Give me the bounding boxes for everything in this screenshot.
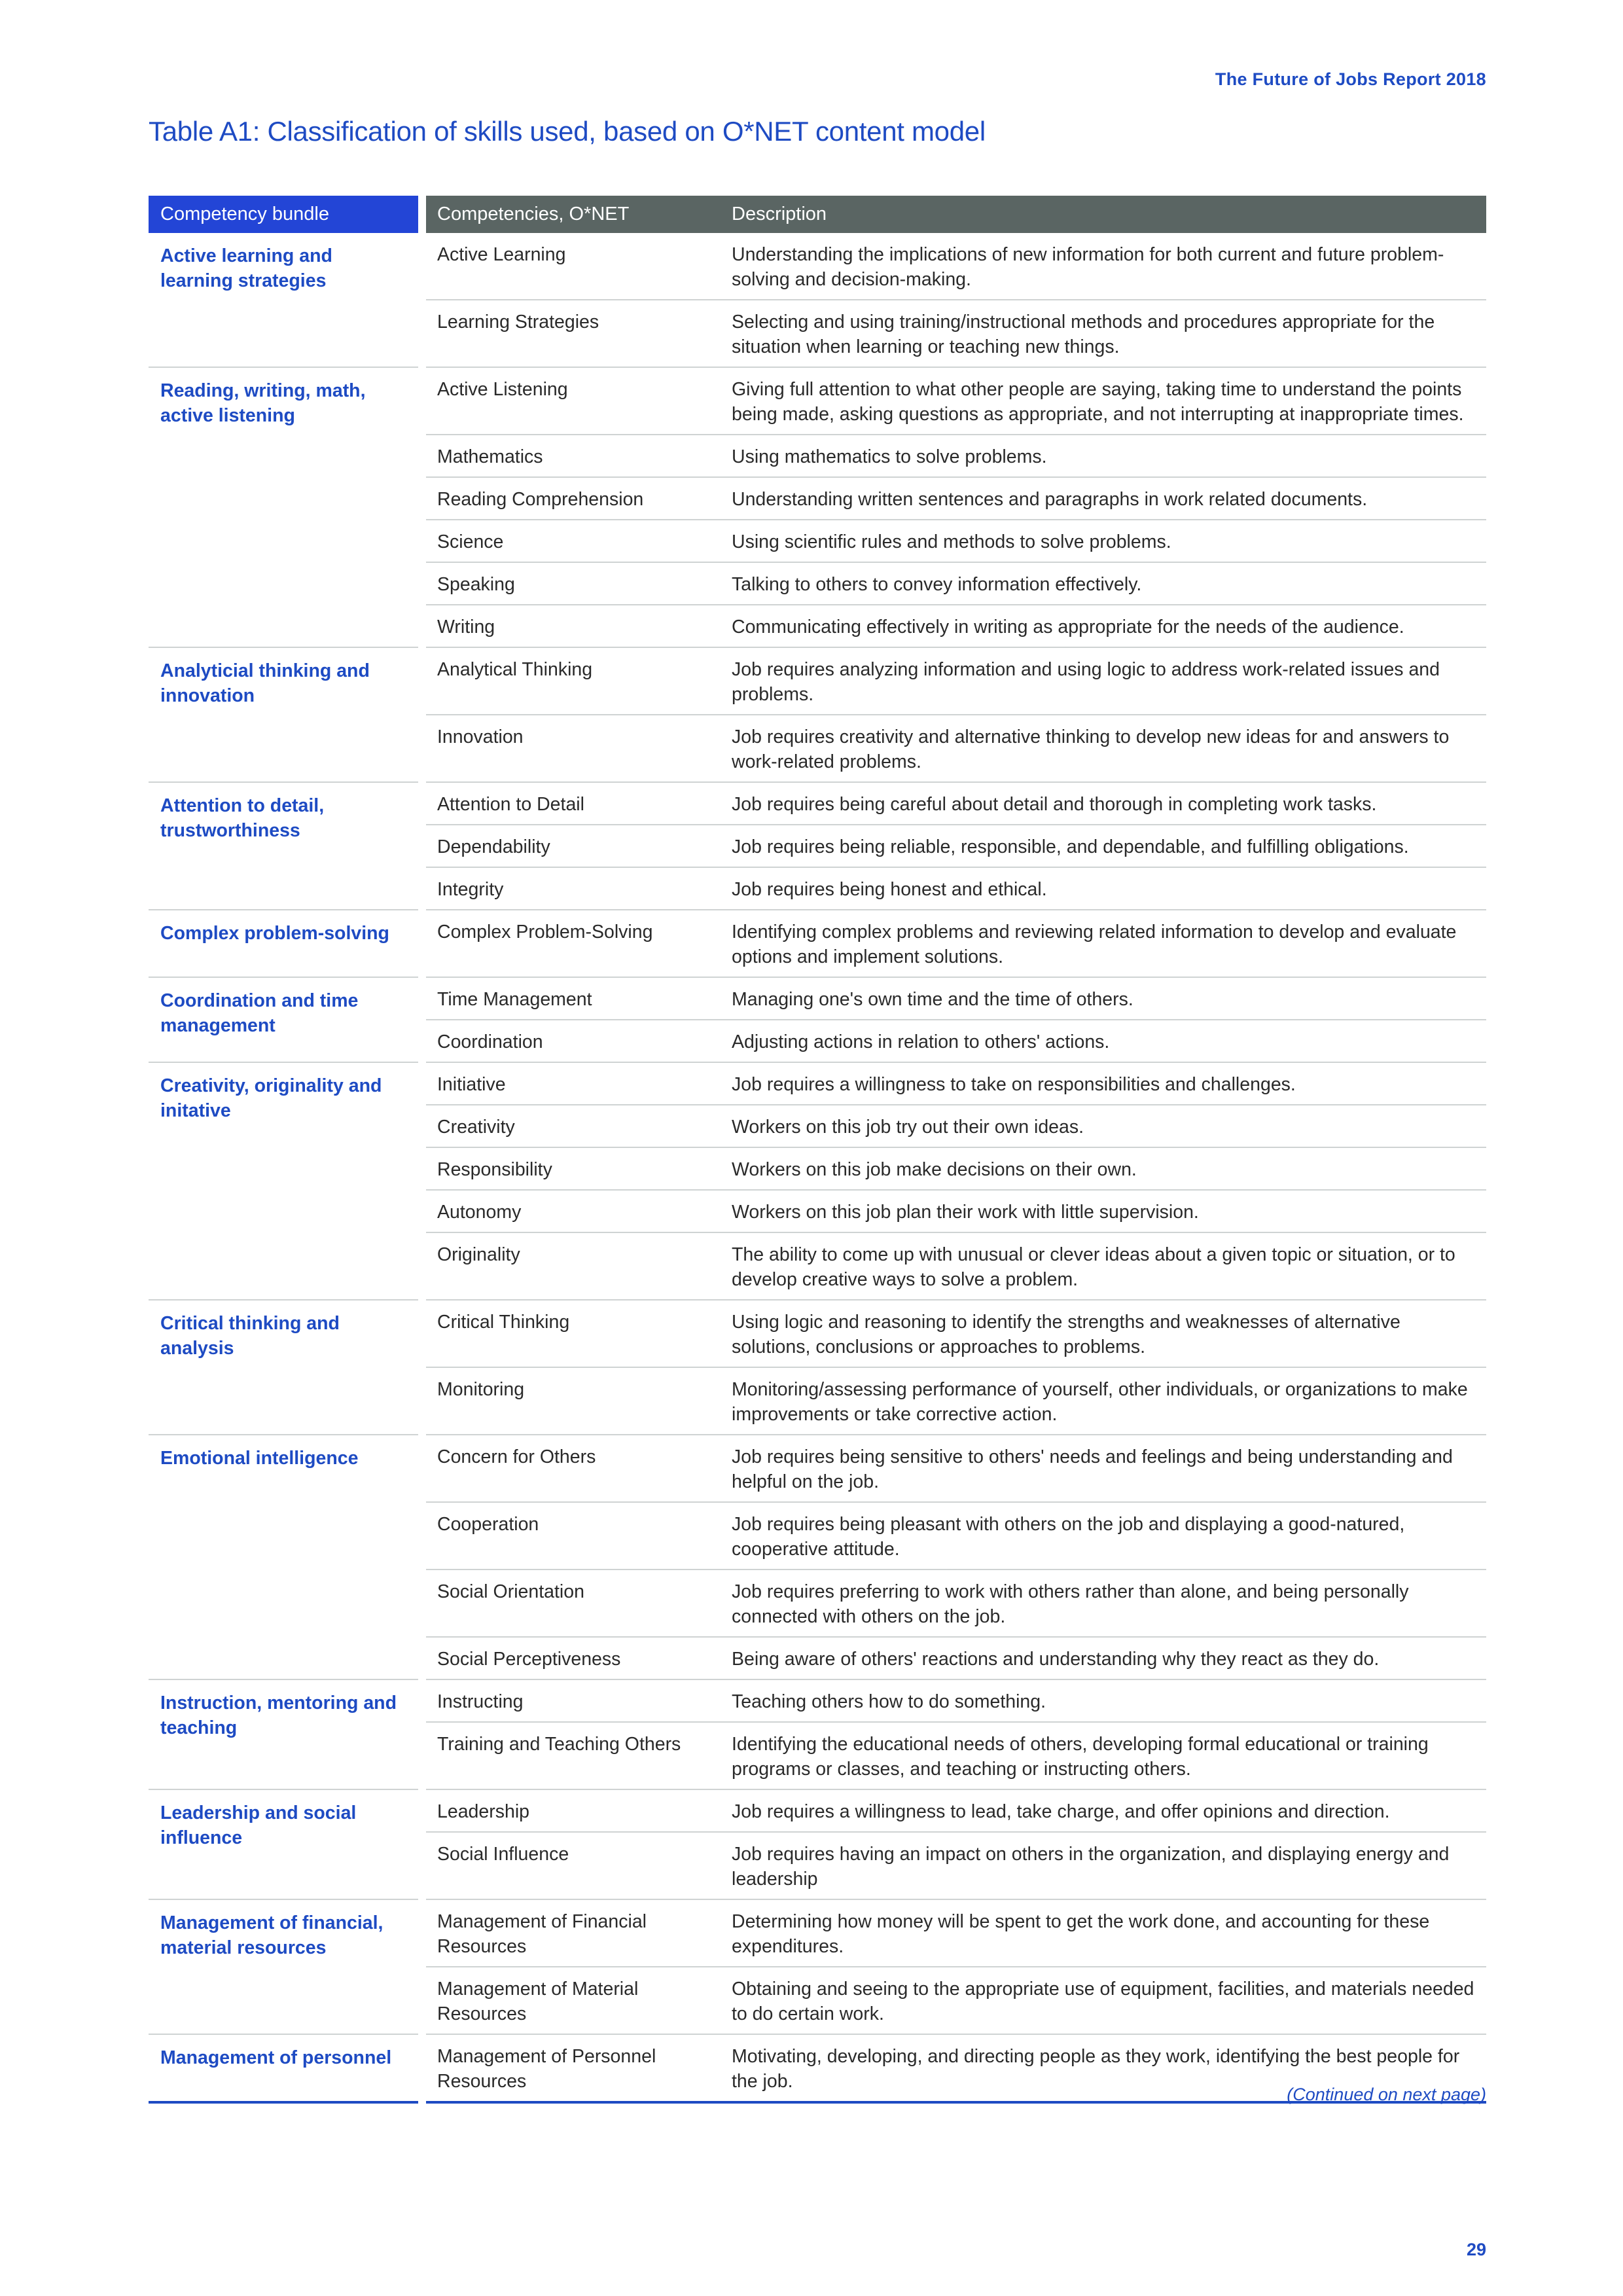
competency-name: Social Perceptiveness [437, 1649, 621, 1670]
table-row [426, 978, 1486, 1020]
competency-name: Active Learning [437, 244, 566, 265]
table-row [426, 1833, 1486, 1900]
continued-note: (Continued on next page) [1287, 2085, 1486, 2104]
competency-name: Autonomy [437, 1202, 522, 1223]
competency-name: Learning Strategies [437, 312, 599, 332]
competency-name: Management of Personnel Resources [437, 2046, 656, 2092]
column-header-competency-bundle: Competency bundle [149, 196, 418, 233]
competency-name: Cooperation [437, 1514, 539, 1535]
table-row [426, 1300, 1486, 1368]
competency-description: Monitoring/assessing performance of yourself, other individuals, or organizations to make improvements or take corrective action. [732, 1379, 1468, 1425]
competency-bundle-label: Leadership and social influence [149, 1790, 418, 1900]
competency-description: Job requires preferring to work with others rather than alone, and being personally connected with others on the job. [732, 1581, 1409, 1627]
competency-name: Mathematics [437, 446, 543, 467]
table-row [426, 715, 1486, 783]
competency-group [149, 1790, 1486, 1900]
competency-description: Selecting and using training/instructional methods and procedures appropriate for the situation when learning or teaching new things. [732, 312, 1435, 357]
competency-description: Using logic and reasoning to identify the strengths and weaknesses of alternative solutions, conclusions or approaches to problems. [732, 1312, 1400, 1357]
table-row [426, 368, 1486, 435]
competency-bundle-label: Active learning and learning strategies [149, 233, 418, 368]
competency-bundle-label: Creativity, originality and initative [149, 1063, 418, 1300]
competency-name: Leadership [437, 1801, 530, 1822]
competency-description: Workers on this job try out their own ideas. [732, 1117, 1084, 1138]
table-row [426, 1368, 1486, 1435]
competency-description: Talking to others to convey information effectively. [732, 574, 1142, 595]
competency-bundle-label: Management of financial, material resources [149, 1900, 418, 2035]
competency-group [149, 978, 1486, 1063]
competency-bundle-label: Complex problem-solving [149, 910, 418, 978]
competency-name: Responsibility [437, 1159, 552, 1180]
competency-group [149, 648, 1486, 783]
table-row [426, 1105, 1486, 1148]
competency-bundle-label: Emotional intelligence [149, 1435, 418, 1680]
competency-name: Time Management [437, 989, 592, 1010]
competency-name: Dependability [437, 836, 550, 857]
skills-classification-table [149, 196, 1486, 2104]
competency-name: Analytical Thinking [437, 659, 593, 680]
competency-description: The ability to come up with unusual or clever ideas about a given topic or situation, or to develop creative ways to solve a problem. [732, 1244, 1455, 1290]
table-row [426, 605, 1486, 648]
competency-description: Workers on this job plan their work with little supervision. [732, 1202, 1199, 1223]
competency-description: Adjusting actions in relation to others' actions. [732, 1031, 1110, 1052]
competency-name: Writing [437, 617, 495, 637]
competency-group [149, 2035, 1486, 2104]
competency-description: Identifying the educational needs of others, developing formal educational or training programs or classes, and teaching or instructing others. [732, 1734, 1429, 1780]
competency-name: Speaking [437, 574, 515, 595]
table-row [426, 825, 1486, 868]
competency-group [149, 783, 1486, 910]
competency-description: Giving full attention to what other people are saying, taking time to understand the points being made, asking questions as appropriate, and not interrupting at inappropriate times. [732, 379, 1464, 425]
competency-description: Understanding the implications of new information for both current and future problem-solving and decision-making. [732, 244, 1444, 290]
table-row [426, 1233, 1486, 1300]
table-body [149, 233, 1486, 2104]
competency-name: Social Influence [437, 1844, 569, 1865]
competency-name: Science [437, 531, 504, 552]
competency-bundle-label: Analyticial thinking and innovation [149, 648, 418, 783]
competency-bundle-label: Reading, writing, math, active listening [149, 368, 418, 648]
table-row [426, 1680, 1486, 1723]
competency-name: Initiative [437, 1074, 506, 1095]
table-row [426, 520, 1486, 563]
competency-description: Being aware of others' reactions and understanding why they react as they do. [732, 1649, 1380, 1670]
competency-description: Job requires analyzing information and using logic to address work-related issues and problems. [732, 659, 1440, 705]
competency-description: Job requires a willingness to take on responsibilities and challenges. [732, 1074, 1296, 1095]
table-row [426, 435, 1486, 478]
page-title: Table A1: Classification of skills used, based on O*NET content model [149, 116, 986, 147]
table-row [426, 1191, 1486, 1233]
column-header-description: Description [732, 204, 827, 224]
report-running-head: The Future of Jobs Report 2018 [1215, 69, 1486, 89]
competency-name: Coordination [437, 1031, 543, 1052]
competency-description: Obtaining and seeing to the appropriate use of equipment, facilities, and materials needed to do certain work. [732, 1979, 1474, 2024]
competency-name: Critical Thinking [437, 1312, 570, 1333]
table-row [426, 1900, 1486, 1967]
table-row [426, 233, 1486, 300]
competency-description: Job requires being reliable, responsible, and dependable, and fulfilling obligations. [732, 836, 1409, 857]
table-row [426, 1020, 1486, 1063]
competency-description: Job requires being pleasant with others on the job and displaying a good-natured, cooperative attitude. [732, 1514, 1405, 1560]
competency-description: Identifying complex problems and reviewing related information to develop and evaluate options and implement solutions. [732, 922, 1457, 967]
competency-bundle-label: Management of personnel [149, 2035, 418, 2104]
table-header-row [149, 196, 1486, 233]
competency-name: Creativity [437, 1117, 515, 1138]
competency-name: Complex Problem-Solving [437, 922, 653, 942]
competency-group [149, 910, 1486, 978]
table-row [426, 1638, 1486, 1680]
table-row [426, 1967, 1486, 2035]
competency-description: Job requires having an impact on others in the organization, and displaying energy and leadership [732, 1844, 1450, 1890]
competency-name: Originality [437, 1244, 520, 1265]
table-row [426, 868, 1486, 910]
competency-description: Job requires being honest and ethical. [732, 879, 1047, 900]
table-row [426, 1435, 1486, 1503]
competency-description: Workers on this job make decisions on their own. [732, 1159, 1137, 1180]
competency-description: Motivating, developing, and directing people as they work, identifying the best people for the job. [732, 2046, 1460, 2092]
competency-description: Determining how money will be spent to get the work done, and accounting for these expenditures. [732, 1911, 1430, 1957]
competency-group [149, 1063, 1486, 1300]
table-row [426, 1790, 1486, 1833]
competency-bundle-label: Attention to detail, trustworthiness [149, 783, 418, 910]
competency-description: Managing one's own time and the time of others. [732, 989, 1133, 1010]
competency-bundle-label: Coordination and time management [149, 978, 418, 1063]
competency-description: Teaching others how to do something. [732, 1691, 1046, 1712]
page-number: 29 [1466, 2240, 1486, 2259]
competency-name: Management of Material Resources [437, 1979, 639, 2024]
competency-name: Active Listening [437, 379, 568, 400]
competency-description: Communicating effectively in writing as appropriate for the needs of the audience. [732, 617, 1404, 637]
competency-name: Instructing [437, 1691, 524, 1712]
column-header-competencies: Competencies, O*NET [437, 204, 630, 224]
competency-group [149, 1435, 1486, 1680]
table-row [426, 783, 1486, 825]
table-row [426, 1063, 1486, 1105]
competency-description: Job requires being careful about detail and thorough in completing work tasks. [732, 794, 1377, 815]
table-row [426, 1148, 1486, 1191]
table-row [426, 648, 1486, 715]
competency-name: Innovation [437, 726, 524, 747]
competency-name: Concern for Others [437, 1446, 596, 1467]
table-row [426, 1723, 1486, 1790]
competency-name: Attention to Detail [437, 794, 584, 815]
table-row [426, 1570, 1486, 1638]
competency-name: Monitoring [437, 1379, 525, 1400]
competency-group [149, 1300, 1486, 1435]
competency-description: Understanding written sentences and paragraphs in work related documents. [732, 489, 1368, 510]
table-row [426, 300, 1486, 368]
competency-group [149, 1680, 1486, 1790]
competency-group [149, 1900, 1486, 2035]
table-row [426, 563, 1486, 605]
competency-name: Reading Comprehension [437, 489, 644, 510]
competency-group [149, 368, 1486, 648]
table-row [426, 910, 1486, 978]
competency-name: Social Orientation [437, 1581, 584, 1602]
table-row [426, 478, 1486, 520]
competency-description: Using mathematics to solve problems. [732, 446, 1047, 467]
competency-description: Job requires being sensitive to others' needs and feelings and being understanding and helpful on the job. [732, 1446, 1453, 1492]
competency-description: Job requires creativity and alternative thinking to develop new ideas for and answers to work-related problems. [732, 726, 1450, 772]
competency-bundle-label: Critical thinking and analysis [149, 1300, 418, 1435]
competency-name: Training and Teaching Others [437, 1734, 681, 1755]
competency-description: Job requires a willingness to lead, take charge, and offer opinions and direction. [732, 1801, 1390, 1822]
competency-description: Using scientific rules and methods to solve problems. [732, 531, 1171, 552]
competency-name: Management of Financial Resources [437, 1911, 647, 1957]
competency-name: Integrity [437, 879, 504, 900]
competency-bundle-label: Instruction, mentoring and teaching [149, 1680, 418, 1790]
table-row [426, 1503, 1486, 1570]
competency-group [149, 233, 1486, 368]
